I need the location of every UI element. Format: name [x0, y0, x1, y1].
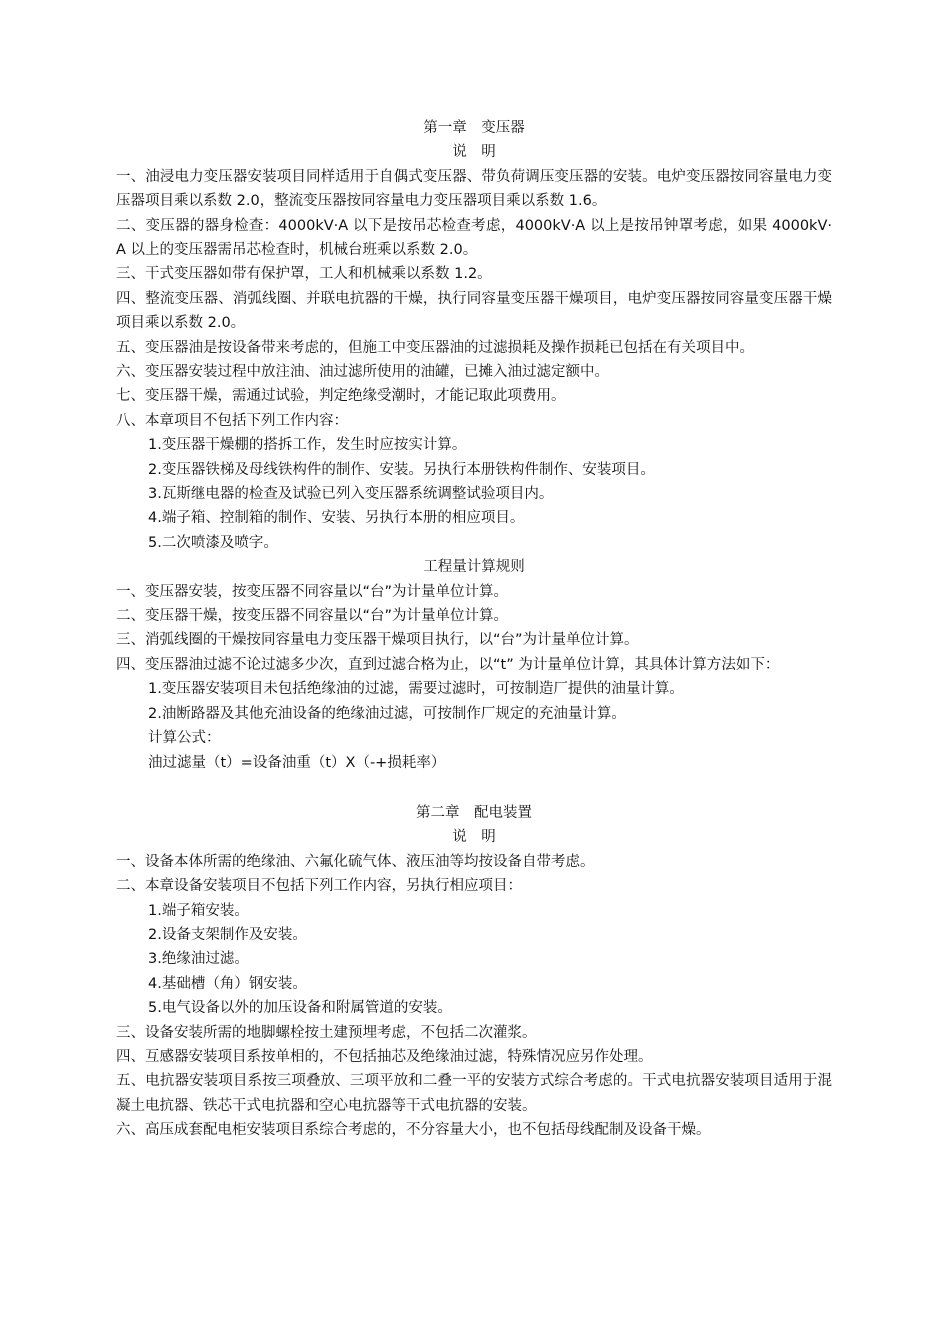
chapter1-rule-3: 三、消弧线圈的干燥按同容量电力变压器干燥项目执行，以“台”为计量单位计算。 — [116, 632, 639, 649]
chapter2-exclusion-3: 3.绝缘油过滤。 — [148, 951, 249, 968]
chapter1-explain-heading: 说 明 — [452, 144, 496, 161]
chapter2-exclusion-5: 5.电气设备以外的加压设备和附属管道的安装。 — [148, 1000, 452, 1017]
chapter1-title: 第一章 变压器 — [423, 120, 525, 136]
chapter1-rule-sub-1: 1.变压器安装项目未包括绝缘油的过滤，需要过滤时，可按制造厂提供的油量计算。 — [148, 681, 684, 698]
chapter2-item-4: 四、互感器安装项目系按单相的，不包括抽芯及绝缘油过滤，特殊情况应另作处理。 — [116, 1048, 653, 1065]
section-gap — [116, 775, 832, 801]
chapter2-item-6: 六、高压成套配电柜安装项目系综合考虑的，不分容量大小，也不包括母线配制及设备干燥。 — [116, 1122, 711, 1139]
chapter1-item-7: 七、变压器干燥，需通过试验，判定绝缘受潮时，才能记取此项费用。 — [116, 388, 566, 405]
chapter2-item-2: 二、本章设备安装项目不包括下列工作内容，另执行相应项目： — [116, 878, 522, 895]
chapter1-item-8: 八、本章项目不包括下列工作内容： — [116, 412, 348, 429]
chapter2-exclusion-1: 1.端子箱安装。 — [148, 902, 249, 919]
chapter2-item-3: 三、设备安装所需的地脚螺栓按土建预埋考虑，不包括二次灌浆。 — [116, 1024, 537, 1041]
chapter1-exclusion-2: 2.变压器铁梯及母线铁构件的制作、安装。另执行本册铁构件制作、安装项目。 — [148, 461, 655, 478]
chapter2-item-1: 一、设备本体所需的绝缘油、六氟化硫气体、液压油等均按设备自带考虑。 — [116, 853, 595, 870]
chapter1-exclusion-3: 3.瓦斯继电器的检查及试验已列入变压器系统调整试验项目内。 — [148, 486, 554, 503]
chapter1-exclusion-5: 5.二次喷漆及喷字。 — [148, 534, 278, 551]
chapter2-explain-heading: 说 明 — [452, 829, 496, 846]
chapter1-rules-heading: 工程量计算规则 — [423, 559, 525, 576]
chapter1-exclusion-1: 1.变压器干燥棚的搭拆工作，发生时应按实计算。 — [148, 437, 467, 454]
chapter2-item-5: 五、电抗器安装项目系按三项叠放、三项平放和二叠一平的安装方式综合考虑的。干式电抗器安装项目适用于混凝土电抗器、铁芯干式电抗器和空心电抗器等干式电抗器的安装。 — [116, 1073, 832, 1114]
chapter1-item-2: 二、变压器的器身检查：4000kV·A 以下是按吊芯检查考虑，4000kV·A 以上是按吊钟罩考虑，如果 4000kV·A 以上的变压器需吊芯检查时，机械台班乘以系数 2.0。 — [116, 217, 832, 258]
chapter2-exclusion-4: 4.基础槽（角）钢安装。 — [148, 975, 307, 992]
chapter1-rule-sub-2: 2.油断路器及其他充油设备的绝缘油过滤，可按制作厂规定的充油量计算。 — [148, 705, 626, 722]
chapter2-title: 第二章 配电装置 — [416, 804, 532, 821]
chapter1-rule-1: 一、变压器安装，按变压器不同容量以“台”为计量单位计算。 — [116, 583, 509, 600]
chapter1-rule-2: 二、变压器干燥，按变压器不同容量以“台”为计量单位计算。 — [116, 608, 509, 625]
formula: 油过滤量（t）=设备油重（t）X（-+损耗率） — [148, 754, 446, 771]
chapter1-item-4: 四、整流变压器、消弧线圈、并联电抗器的干燥，执行同容量变压器干燥项目，电炉变压器按同容量变压器干燥项目乘以系数 2.0。 — [116, 290, 832, 332]
chapter2-exclusion-2: 2.设备支架制作及安装。 — [148, 926, 307, 943]
chapter1-rule-4: 四、变压器油过滤不论过滤多少次，直到过滤合格为止，以“t” 为计量单位计算，其具体计算方法如下： — [116, 656, 780, 673]
chapter1-item-5: 五、变压器油是按设备带来考虑的，但施工中变压器油的过滤损耗及操作损耗已包括在有关项目中。 — [116, 339, 754, 356]
chapter1-item-1: 一、油浸电力变压器安装项目同样适用于自偶式变压器、带负荷调压变压器的安装。电炉变压器按同容量电力变压器项目乘以系数 2.0，整流变压器按同容量电力变压器项目乘以系数 1.6。 — [116, 168, 832, 210]
formula-label: 计算公式： — [148, 730, 221, 747]
chapter1-exclusion-4: 4.端子箱、控制箱的制作、安装、另执行本册的相应项目。 — [148, 510, 525, 527]
chapter1-item-3: 三、干式变压器如带有保护罩，工人和机械乘以系数 1.2。 — [116, 266, 492, 283]
chapter1-item-6: 六、变压器安装过程中放注油、油过滤所使用的油罐，已摊入油过滤定额中。 — [116, 364, 609, 381]
